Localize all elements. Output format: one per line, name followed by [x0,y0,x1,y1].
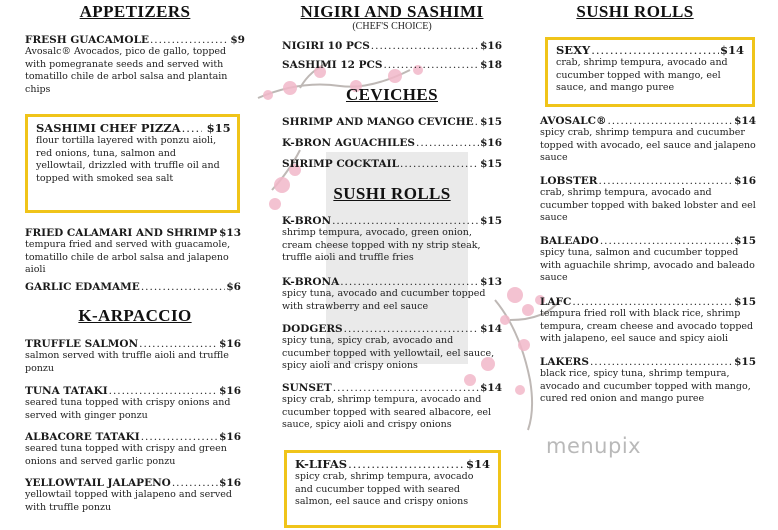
item-description: seared tuna topped with crispy onions and served with ginger ponzu [25,397,231,421]
item-description: crab, shrimp tempura, avocado and cucumber topped with baked lobster and eel sauce [540,187,756,223]
featured-box-klifas [284,450,501,528]
item-description: seared tuna topped with crispy and green onions and served garlic ponzu [25,443,227,467]
item-price: $15 [480,116,502,128]
item-name: SUNSET [282,382,332,394]
item-name: K-BRON AGUACHILES [282,137,415,149]
item-name: GARLIC EDAMAME [25,281,140,293]
menu-item-albacore-tataki [25,431,241,468]
item-name: ALBACORE TATAKI [25,431,140,443]
item-description: spicy tuna, avocado and cucumber topped with strawberry and eel sauce [282,288,486,312]
item-name: AVOSALC® [540,115,607,127]
menu-item-shrimp-mango-ceviche [282,116,502,128]
item-name: TUNA TATAKI [25,385,108,397]
menu-item-kbron [282,215,502,265]
item-name: SEXY [556,43,591,57]
item-name: LAKERS [540,356,589,368]
menu-item-sashimi-12 [282,59,502,71]
menu-item-sunset [282,382,502,432]
item-price: $14 [480,323,502,335]
item-price: $14 [465,457,490,471]
item-name: TRUFFLE SALMON [25,338,139,350]
item-price: $16 [219,477,241,489]
item-price: $16 [219,385,241,397]
item-description: spicy crab, shrimp tempura and cucumber topped with avocado, eel sauce and jalapeno sauce [540,127,756,163]
item-price: $16 [219,431,241,443]
item-name: LAFC [540,296,572,308]
item-description: tempura fried and served with guacamole, tomatillo chile de arbol salsa and jalapeno aioli [25,239,231,275]
item-price: $16 [480,137,502,149]
item-price: $6 [226,281,241,293]
menu-item-lafc [540,296,756,346]
menu-item-garlic-edamame [25,281,241,293]
menu-item-lakers [540,356,756,406]
item-price: $15 [480,215,502,227]
item-price: $14 [734,115,756,127]
item-description: spicy crab, shrimp tempura, avocado and cucumber topped with seared albacore, eel sauce, spicy aioli and crispy onions [282,394,492,430]
item-name: FRIED CALAMARI AND SHRIMP [25,227,218,239]
item-name: K-LIFAS [295,457,348,471]
sushi-rolls-mid-heading: SUSHI ROLLS [333,184,451,203]
item-price: $13 [219,227,242,239]
item-price: $14 [480,382,502,394]
nigiri-heading: NIGIRI AND SASHIMI [300,2,484,21]
item-price: $15 [734,235,756,247]
item-price: $15 [734,356,756,368]
menu-item-yellowtail-jalapeno [25,477,241,514]
item-price: $13 [480,276,502,288]
menu-item-dodgers [282,323,502,373]
menu-item-fresh-guacamole [25,34,245,96]
item-name: SASHIMI CHEF PIZZA [36,121,181,135]
menu-item-shrimp-cocktail [282,158,502,170]
item-price: $14 [719,43,744,57]
menu-item-fried-calamari [25,227,241,277]
item-name: K-BRON [282,215,332,227]
item-name: FRESH GUACAMOLE [25,34,149,46]
menupix-watermark: menupix [546,434,642,458]
item-name: LOBSTER [540,175,598,187]
item-description: Avosalc® Avocados, pico de gallo, topped with pomegranate seeds and served with tomatillo chile de arbol salsa and plantain chips [25,46,228,95]
item-description: spicy crab, shrimp tempura, avocado and cucumber topped with seared salmon, eel sauce and crispy onions [295,471,474,507]
item-name: SHRIMP AND MANGO CEVICHE [282,116,474,128]
item-description: tempura fried roll with black rice, shrimp tempura, cream cheese and avocado topped with jalapeno, eel sauce and spicy aioli [540,308,754,344]
menu-item-nigiri-10 [282,40,502,52]
item-description: spicy tuna, spicy crab, avocado and cucumber topped with yellowtail, eel sauce, spicy aioli and crispy onions [282,335,495,371]
menu-item-baleado [540,235,756,285]
item-price: $9 [230,34,245,46]
item-price: $18 [480,59,502,71]
item-description: black rice, spicy tuna, shrimp tempura, avocado and cucumber topped with mango, cured red onion and mango puree [540,368,751,404]
menu-item-truffle-salmon [25,338,241,375]
item-name: YELLOWTAIL JALAPENO [25,477,171,489]
menu-item-lobster [540,175,756,225]
item-price: $16 [480,40,502,52]
item-price: $15 [480,158,502,170]
menu-item-avosalc [540,115,756,165]
item-name: BALEADO [540,235,599,247]
item-name: NIGIRI 10 PCS [282,40,370,52]
item-description: salmon served with truffle aioli and truffle ponzu [25,350,229,374]
menu-item-kbron-aguachiles [282,137,502,149]
item-name: K-BRONA [282,276,340,288]
menu-item-kbrona [282,276,502,313]
item-price: $15 [206,121,231,135]
featured-box-sashimi-chef-pizza [25,114,240,213]
sushi-rolls-right-heading: SUSHI ROLLS [576,2,694,21]
item-name: SASHIMI 12 PCS [282,59,383,71]
menu-item-tuna-tataki [25,385,241,422]
item-description: flour tortilla layered with ponzu aioli, red onions, tuna, salmon and yellowtail, drizzled with truffle oil and topped with smoked sea salt [36,135,220,184]
item-price: $15 [734,296,756,308]
item-description: spicy tuna, salmon and cucumber topped with aguachile shrimp, avocado and baleado sauce [540,247,755,283]
appetizers-heading: APPETIZERS [79,2,191,21]
nigiri-subheading: (CHEF'S CHOICE) [352,21,432,32]
item-price: $16 [219,338,241,350]
featured-box-sexy [545,37,755,107]
ceviches-heading: CEVICHES [345,85,438,104]
item-description: crab, shrimp tempura, avocado and cucumber topped with mango, eel sauce, and mango puree [556,57,728,93]
item-name: DODGERS [282,323,343,335]
item-description: shrimp tempura, avocado, green onion, cream cheese topped with ny strip steak, truffle aioli and truffle fries [282,227,481,263]
karpaccio-heading: K-ARPACCIO [78,306,192,325]
item-name: SHRIMP COCKTAIL [282,158,399,170]
item-description: yellowtail topped with jalapeno and served with truffle ponzu [25,489,232,513]
item-price: $16 [734,175,756,187]
